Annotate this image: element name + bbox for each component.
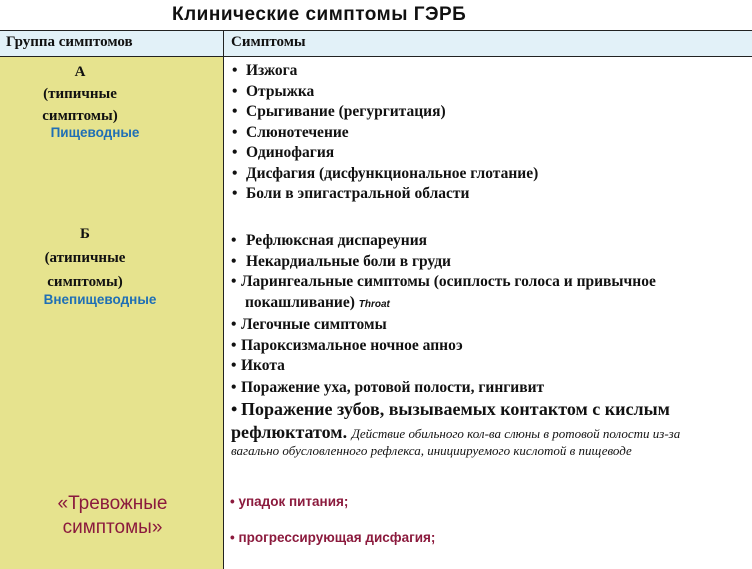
page-title: Клинические симптомы ГЭРБ xyxy=(172,4,467,25)
group-b-name-line2: симптомы) xyxy=(47,274,123,290)
group-a-letter: А xyxy=(74,64,86,80)
alarm-line2: симптомы» xyxy=(62,517,163,538)
list-item: • Поражение уха, ротовой полости, гингивит xyxy=(231,378,670,399)
group-b-name-line1: (атипичные xyxy=(44,250,126,266)
teeth-line2: рефлюктатом. Действие обильного кол-ва слюны в ротовой полости из-за xyxy=(231,422,681,442)
list-item xyxy=(231,272,670,315)
list-item: • Отрыжка xyxy=(232,82,538,103)
group-b-label xyxy=(15,223,155,293)
list-item: • Рефлюксная диспареуния xyxy=(231,231,670,252)
group-a-name-line1: (типичные xyxy=(43,86,117,102)
list-item: • Слюнотечение xyxy=(232,123,538,144)
group-a-name-line2: симптомы) xyxy=(42,108,118,124)
throat-tag: Throat xyxy=(358,298,390,310)
teeth-reflux-word: рефлюктатом xyxy=(231,422,343,442)
column-header-group: Группа симптомов xyxy=(6,34,133,50)
teeth-note-line1: Действие обильного кол-ва слюны в ротовой полости из-за xyxy=(351,426,681,441)
group-a-label xyxy=(10,61,150,127)
alarm-group-label xyxy=(40,492,185,540)
group-b-symptom-list xyxy=(231,231,670,420)
list-item: • Икота xyxy=(231,356,670,377)
list-item: • Пароксизмальное ночное апноэ xyxy=(231,336,670,357)
group-a-symptom-list xyxy=(232,61,538,205)
list-item xyxy=(231,399,670,420)
group-b-subtitle: Внепищеводные xyxy=(43,292,157,307)
laryngeal-line2: покашливание) xyxy=(245,293,355,311)
alarm-line1: «Тревожные xyxy=(57,493,168,514)
list-item: • Изжога xyxy=(232,61,538,82)
table-title xyxy=(0,0,752,31)
list-item: • Некардиальные боли в груди xyxy=(231,252,670,273)
column-header-symptoms: Симптомы xyxy=(231,34,306,50)
alarm-item-1: • упадок питания; xyxy=(230,494,349,509)
list-item: • Легочные симптомы xyxy=(231,315,670,336)
list-item: • Срыгивание (регургитация) xyxy=(232,102,538,123)
teeth-note-line2: вагально обусловленного рефлекса, инициируемого кислотой в пищеводе xyxy=(231,443,632,458)
list-item: • Одинофагия xyxy=(232,143,538,164)
list-item: • Боли в эпигастральной области xyxy=(232,184,538,205)
group-a-subtitle: Пищеводные xyxy=(50,125,140,140)
alarm-item-2: • прогрессирующая дисфагия; xyxy=(230,530,436,545)
group-a-subtitle-wrap xyxy=(40,122,150,144)
group-b-subtitle-wrap xyxy=(30,289,170,311)
laryngeal-line1: Ларингеальные симптомы (осиплость голоса и привычное xyxy=(241,273,656,290)
list-item: • Дисфагия (дисфункциональное глотание) xyxy=(232,164,538,185)
column-divider xyxy=(223,31,224,569)
teeth-line1: Поражение зубов, вызываемых контактом с кислым xyxy=(241,399,670,419)
group-b-letter: Б xyxy=(80,226,90,242)
